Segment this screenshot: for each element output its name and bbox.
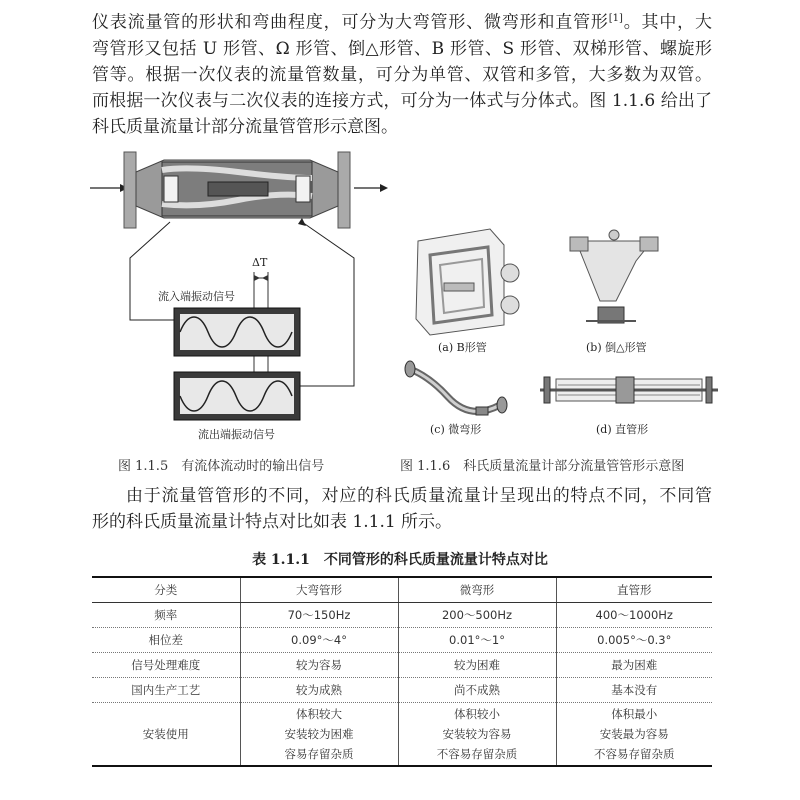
table-cell: 较为困难 bbox=[398, 653, 556, 678]
label-b-shape: (a) B形管 bbox=[438, 341, 487, 354]
paragraph-line: 管等。根据一次仪表的流量管数量，可分为单管、双管和多管，大多数为双管。 bbox=[92, 64, 712, 85]
table-title: 表 1.1.1 不同管形的科氏质量流量计特点对比 bbox=[252, 552, 548, 568]
table-cell: 国内生产工艺 bbox=[92, 678, 240, 703]
paragraph-line: 仪表流量管的形状和弯曲程度，可分为大弯管形、微弯形和直管形[1]。其中，大 bbox=[92, 12, 712, 33]
table-row bbox=[92, 628, 712, 653]
table-cell: 相位差 bbox=[92, 628, 240, 653]
delta-t-label: ΔT bbox=[252, 256, 268, 269]
table-cell: 体积较小 安装较为容易 不容易存留杂质 bbox=[398, 703, 556, 767]
paragraph-line: 形的科氏质量流量计特点对比如表 1.1.1 所示。 bbox=[92, 512, 453, 532]
table-cell: 400～1000Hz bbox=[556, 603, 712, 628]
inflow-signal-label: 流入端振动信号 bbox=[158, 290, 235, 303]
table-cell: 0.005°～0.3° bbox=[556, 628, 712, 653]
table-cell: 较为容易 bbox=[240, 653, 398, 678]
table-row bbox=[92, 603, 712, 628]
figure-1-1-5-caption: 图 1.1.5 有流体流动时的输出信号 bbox=[118, 459, 325, 474]
table-cell: 70～150Hz bbox=[240, 603, 398, 628]
table-cell: 尚不成熟 bbox=[398, 678, 556, 703]
label-straight-tube: (d) 直管形 bbox=[596, 423, 649, 436]
inverted-delta-tube-drawing bbox=[570, 230, 658, 323]
table-row bbox=[92, 703, 712, 767]
table-row bbox=[92, 653, 712, 678]
table-row bbox=[92, 678, 712, 703]
table-cell: 0.01°～1° bbox=[398, 628, 556, 653]
figure-1-1-6 bbox=[400, 225, 720, 450]
table-cell: 0.09°～4° bbox=[240, 628, 398, 653]
figure-1-1-6-caption: 图 1.1.6 科氏质量流量计部分流量管管形示意图 bbox=[400, 459, 685, 474]
figure-1-1-5 bbox=[88, 148, 398, 448]
column-header: 分类 bbox=[92, 577, 240, 603]
label-micro-bend: (c) 微弯形 bbox=[430, 423, 482, 436]
micro-bend-tube-drawing bbox=[405, 361, 507, 415]
straight-tube-drawing bbox=[540, 377, 718, 403]
column-header: 微弯形 bbox=[398, 577, 556, 603]
comparison-table bbox=[92, 576, 712, 767]
table-cell: 最为困难 bbox=[556, 653, 712, 678]
table-cell: 基本没有 bbox=[556, 678, 712, 703]
paragraph-line: 科氏质量流量计部分流量管管形示意图。 bbox=[92, 116, 398, 137]
b-shape-tube-drawing bbox=[416, 229, 519, 335]
paragraph-line: 弯管形又包括 U 形管、Ω 形管、倒△形管、B 形管、S 形管、双梯形管、螺旋形 bbox=[92, 38, 712, 59]
table-cell: 200～500Hz bbox=[398, 603, 556, 628]
table-header-row bbox=[92, 577, 712, 603]
column-header: 大弯管形 bbox=[240, 577, 398, 603]
table-cell: 体积最小 安装最为容易 不容易存留杂质 bbox=[556, 703, 712, 767]
table-cell: 信号处理难度 bbox=[92, 653, 240, 678]
intro-paragraph bbox=[92, 6, 712, 140]
comparison-paragraph bbox=[92, 483, 712, 535]
table-cell: 较为成熟 bbox=[240, 678, 398, 703]
citation-superscript: [1] bbox=[608, 13, 623, 24]
table-cell: 频率 bbox=[92, 603, 240, 628]
column-header: 直管形 bbox=[556, 577, 712, 603]
table-cell: 安装使用 bbox=[92, 703, 240, 767]
paragraph-line: 而根据一次仪表与二次仪表的连接方式，可分为一体式与分体式。图 1.1.6 给出了 bbox=[92, 90, 712, 111]
label-inverted-delta: (b) 倒△形管 bbox=[586, 341, 647, 354]
paragraph-line: 由于流量管管形的不同，对应的科氏质量流量计呈现出的特点不同，不同管 bbox=[126, 486, 712, 506]
table-cell: 体积较大 安装较为困难 容易存留杂质 bbox=[240, 703, 398, 767]
outflow-signal-label: 流出端振动信号 bbox=[198, 428, 275, 441]
